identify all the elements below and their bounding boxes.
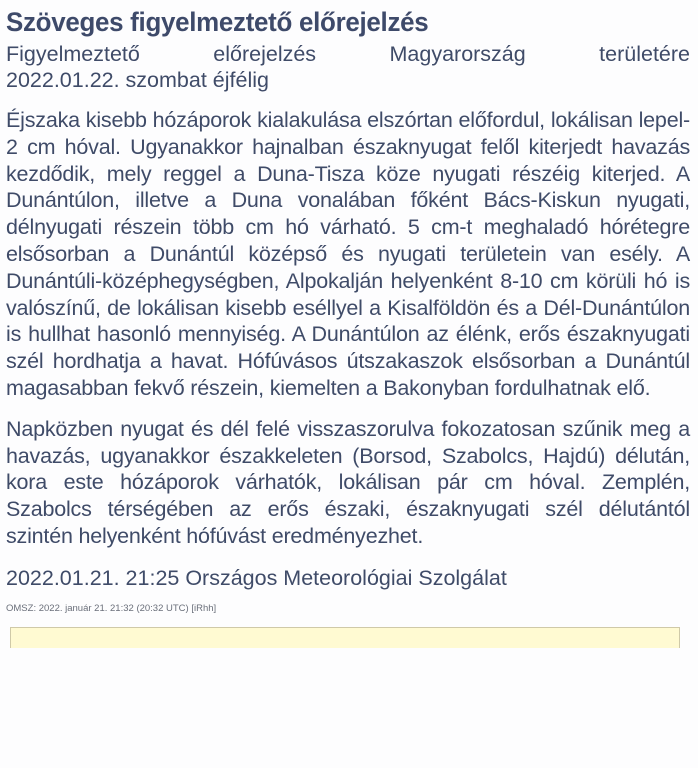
- page-title: Szöveges figyelmeztető előrejelzés: [6, 7, 429, 37]
- publication-meta: OMSZ: 2022. január 21. 21:32 (20:32 UTC) [iRhh]: [6, 602, 217, 614]
- forecast-subtitle: [6, 41, 690, 93]
- issuer-signature: 2022.01.21. 21:25 Országos Meteorológiai Szolgálat: [6, 565, 507, 590]
- notice-box: [10, 627, 680, 648]
- forecast-paragraph-day: Napközben nyugat és dél felé visszaszorulva fokozatosan szűnik meg a havazás, ugyanakkor északkeleten (Borsod, Szabolcs, Hajdú) délután, kora este hózáporok várhatók, lokálisan pár cm hóval. Zemplén, Szabolcs térségében az erős északi, északnyugati szél délutántól szintén helyenként hófúvást eredményezhet.: [6, 416, 690, 548]
- forecast-paragraph-night: Éjszaka kisebb hózáporok kialakulása elszórtan előfordul, lokálisan lepel-2 cm hóval. Ugyanakkor hajnalban északnyugat felől kiterjedt havazás kezdődik, mely reggel a Duna-Tisza köze nyugati részéig kiterjed. A Dunántúlon, illetve a Duna vonalában főként Bács-Kiskun nyugati, délnyugati részein több cm hó várható. 5 cm-t meghaladó hórétegre elsősorban a Dunántúl középső és nyugati területein van esély. A Dunántúli-középhegységben, Alpokalján helyenként 8-10 cm körüli hó is valószínű, de lokálisan kisebb eséllyel a Kisalföldön és a Dél-Dunántúlon is hullhat hasonló mennyiség. A Dunántúlon az élénk, erős északnyugati szél hordhatja a havat. Hófúvásos útszakaszok elsősorban a Dunántúl magasabban fekvő részein, kiemelten a Bakonyban fordulhatnak elő.: [6, 108, 690, 400]
- subtitle-region: Figyelmeztető előrejelzés Magyarország területére: [6, 42, 690, 66]
- subtitle-validity: 2022.01.22. szombat éjfélig: [6, 68, 269, 92]
